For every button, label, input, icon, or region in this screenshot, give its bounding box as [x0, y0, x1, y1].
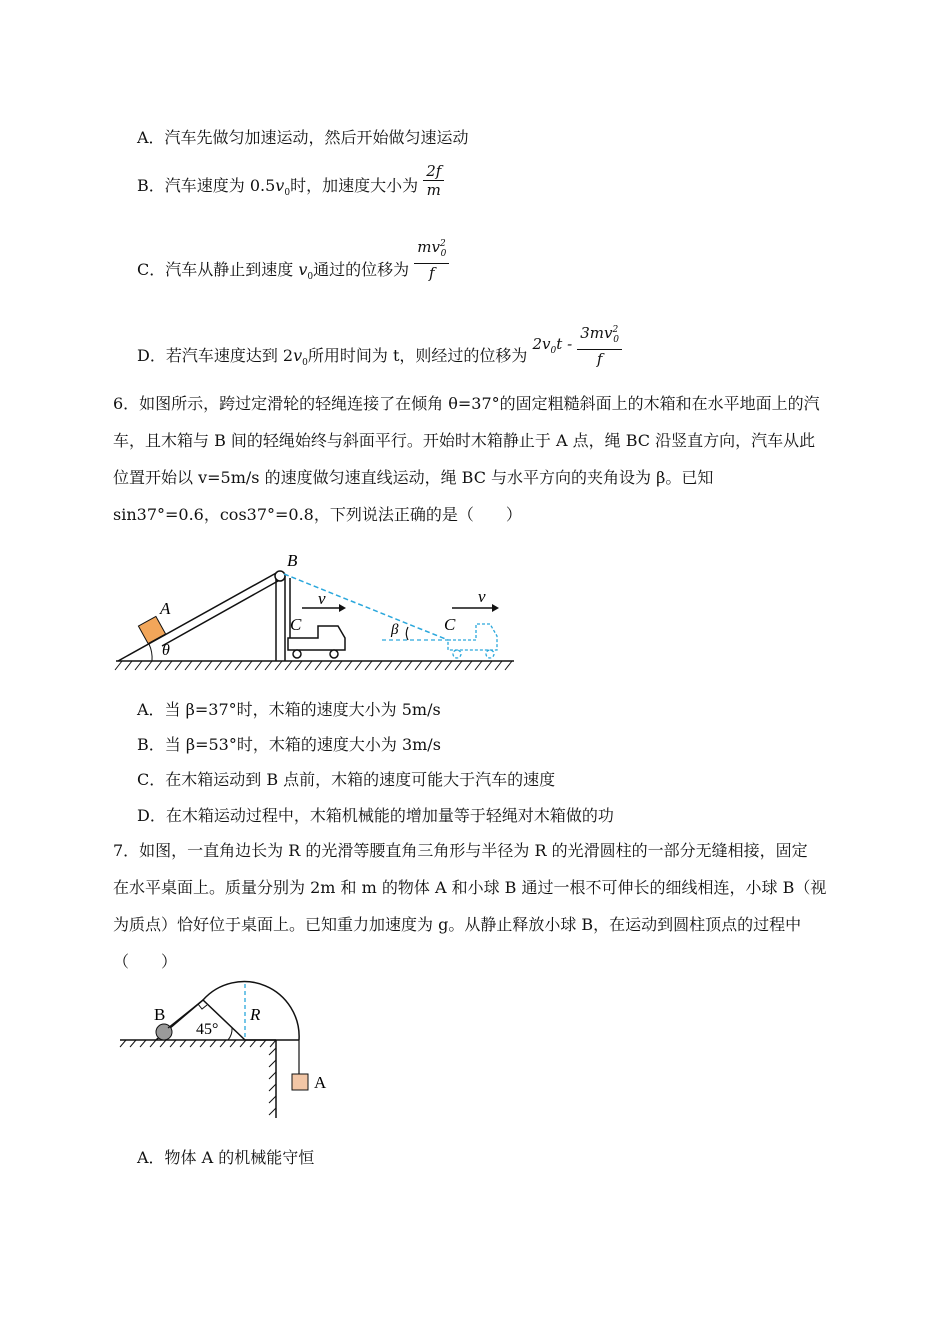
q5-option-b — [137, 162, 444, 205]
q5-option-a: A．汽车先做匀加速运动，然后开始做匀速运动 — [137, 128, 469, 147]
q7-stem-line-4: （ ） — [113, 952, 178, 971]
q5-option-b-fraction — [423, 162, 444, 199]
q7-option-a: A．物体 A 的机械能守恒 — [137, 1148, 315, 1167]
q7-stem-line-1: 7．如图，一直角边长为 R 的光滑等腰直角三角形与半径为 R 的光滑圆柱的一部分无缝相接，固定 — [113, 841, 808, 860]
q6-pulley — [275, 571, 285, 581]
q5-option-d-frac-den: f — [596, 350, 603, 368]
q6-figure — [112, 548, 522, 673]
q5-option-c-frac-num-wrap: $mv^2_0$ — [414, 235, 449, 264]
q6-beta-arc — [406, 627, 408, 640]
q5-option-c-frac-num: mv — [417, 238, 440, 256]
q6-ground-hatch — [115, 661, 512, 670]
q5-option-b-mid: 时，加速度大小为 — [290, 176, 419, 195]
q7-right-angle-mark — [198, 1004, 207, 1009]
q6-option-c: C．在木箱运动到 B 点前，木箱的速度可能大于汽车的速度 — [137, 770, 556, 789]
q7-stem-line-3: 为质点）恰好位于桌面上。已知重力加速度为 g。从静止释放小球 B，在运动到圆柱顶点的过程中 — [113, 915, 802, 934]
q5-option-d-frac-num-wrap: $3mv^2_0$ — [577, 321, 622, 350]
q6-label-c1: C — [290, 615, 302, 634]
q6-truck-dashed — [448, 624, 497, 658]
q7-label-b: B — [154, 1005, 166, 1024]
q5-option-b-prefix: B．汽车速度为 0.5 — [137, 176, 276, 195]
q5-option-c-fraction — [414, 235, 449, 282]
q6-label-a: A — [160, 599, 171, 618]
q6-label-v2: v — [478, 587, 486, 606]
q6-option-d: D．在木箱运动过程中，木箱机械能的增加量等于轻绳对木箱做的功 — [137, 806, 614, 825]
q6-option-a: A．当 β=37°时，木箱的速度大小为 5m/s — [137, 700, 441, 719]
q6-stem-line-2: 车，且木箱与 B 间的轻绳始终与斜面平行。开始时木箱静止于 A 点，绳 BC 沿竖直方向，汽车从此 — [113, 431, 816, 450]
q5-option-c-mid: 通过的位移为 — [313, 260, 410, 279]
q6-option-b: B．当 β=53°时，木箱的速度大小为 3m/s — [137, 735, 441, 754]
q5-option-d-var: v — [293, 346, 303, 365]
q5-option-d — [137, 324, 622, 380]
q7-table-hatch — [120, 1040, 276, 1047]
q7-label-r: R — [250, 1005, 261, 1024]
q5-option-d-fraction — [577, 321, 622, 368]
q6-stem-line-3: 位置开始以 v=5m/s 的速度做匀速直线运动，绳 BC 与水平方向的夹角设为 β。已知 — [113, 468, 714, 487]
q7-figure — [116, 978, 346, 1123]
q6-box-a — [138, 616, 165, 643]
q6-incline-upper — [162, 581, 278, 646]
q6-stem-line-1: 6．如图所示，跨过定滑轮的轻绳连接了在倾角 θ=37°的固定粗糙斜面上的木箱和在水平地面上的汽 — [113, 394, 820, 413]
q5-option-b-var: v — [275, 176, 285, 195]
q5-option-b-frac-num: 2f — [423, 162, 444, 181]
q7-label-angle: 45° — [196, 1021, 219, 1038]
q6-label-beta: β — [391, 622, 399, 638]
q6-stem-line-4: sin37°=0.6，cos37°=0.8，下列说法正确的是（ ） — [113, 505, 522, 524]
q5-option-d-prefix: D．若汽车速度达到 2 — [137, 346, 294, 365]
q5-option-d-expression: $2v_0t$ - — [532, 335, 573, 356]
q5-option-c-frac-den: f — [429, 264, 435, 282]
q6-label-c2: C — [444, 615, 456, 634]
q6-label-b: B — [287, 551, 298, 570]
q5-option-d-expr-lead: 2v — [532, 335, 551, 353]
q7-stem-line-2: 在水平桌面上。质量分别为 2m 和 m 的物体 A 和小球 B 通过一根不可伸长的细线相连，小球 B（视 — [113, 878, 827, 897]
q5-option-d-sub: 0 — [302, 358, 308, 369]
q5-option-b-sub: 0 — [284, 188, 291, 199]
q5-option-d-expr-t: t - — [556, 335, 573, 353]
q6-label-v1: v — [318, 589, 326, 608]
q7-box-a — [292, 1074, 308, 1090]
q5-option-b-frac-den: m — [426, 181, 441, 199]
q5-option-c-sub: 0 — [307, 272, 314, 283]
q5-option-d-mid: 所用时间为 t，则经过的位移为 — [307, 346, 528, 365]
q6-theta-arc — [149, 644, 152, 661]
q6-incline-lower — [118, 572, 278, 661]
q7-label-a: A — [314, 1073, 327, 1092]
q5-option-c-var: v — [298, 260, 308, 279]
q6-rope-dashed — [284, 574, 448, 640]
q5-option-c — [137, 238, 449, 294]
q6-velocity-arrowhead-2 — [492, 604, 499, 612]
q7-angle-arc — [228, 1028, 232, 1040]
q5-option-d-frac-num: 3mv — [580, 324, 613, 342]
q6-velocity-arrowhead-1 — [339, 604, 346, 612]
q6-label-theta: θ — [162, 642, 170, 659]
q7-edge-hatch — [269, 1048, 276, 1115]
q5-option-c-prefix: C．汽车从静止到速度 — [137, 260, 299, 279]
